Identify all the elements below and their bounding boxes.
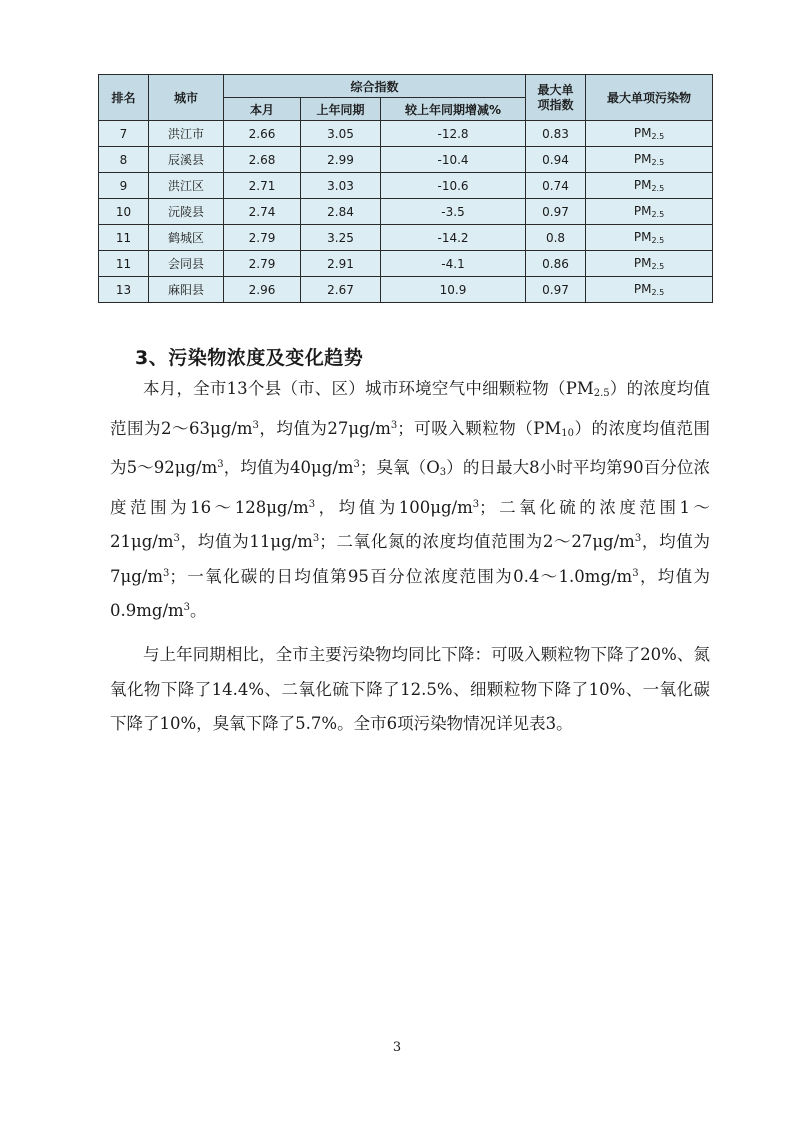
pollutant-subscript: 2.5	[651, 184, 665, 193]
cell-max-index: 0.83	[526, 121, 586, 147]
table-row	[99, 199, 713, 225]
cell-last-year: 2.67	[301, 277, 381, 303]
cell-change: -10.6	[381, 173, 526, 199]
p1-i: ，均值为100μg/m	[315, 497, 473, 517]
cell-change: -3.5	[381, 199, 526, 225]
cell-change: -10.4	[381, 147, 526, 173]
paragraph-comparison: 与上年同期相比，全市主要污染物均同比下降：可吸入颗粒物下降了20%、氮氧化物下降了14.4%、二氧化硫下降了12.5%、细颗粒物下降了10%、一氧化碳下降了10%，臭氧下降了5.7%。全市6项污染物情况详见表3。	[110, 645, 710, 733]
p1-k: ，均值为11μg/m	[179, 532, 313, 551]
pollutant-name: PM	[633, 256, 652, 270]
pollutant-name: PM	[633, 282, 652, 296]
p1-g-sub: 3	[439, 467, 447, 478]
page-number: 3	[392, 1040, 402, 1055]
p1-l: ；二氧化氮的浓度均值范围为2～27μg/m	[319, 532, 635, 551]
p1-c: ，均值为27μg/m	[258, 418, 391, 438]
p1-o: ，均值为0.9mg/m	[110, 566, 711, 620]
p1-a: 本月，全市13个县（市、区）城市环境空气中细颗粒物（PM	[143, 379, 594, 398]
header-max-single-index: 最大单项指数	[526, 75, 586, 121]
cell-city: 麻阳县	[149, 277, 224, 303]
cell-pollutant	[586, 225, 713, 251]
cell-this-month: 2.71	[224, 173, 301, 199]
cell-last-year: 3.25	[301, 225, 381, 251]
cell-this-month: 2.68	[224, 147, 301, 173]
table-row	[99, 173, 713, 199]
cell-city: 辰溪县	[149, 147, 224, 173]
cell-pollutant	[586, 277, 713, 303]
cell-last-year: 2.91	[301, 251, 381, 277]
cell-this-month: 2.74	[224, 199, 301, 225]
header-composite-index: 综合指数	[224, 75, 526, 98]
p1-b: ）的浓度均值范围为2～63μg/m	[110, 379, 710, 438]
ranking-table	[98, 74, 713, 303]
p1-j-sup: 3	[173, 533, 180, 544]
cell-pollutant	[586, 199, 713, 225]
cell-city: 会同县	[149, 251, 224, 277]
cell-pollutant	[586, 121, 713, 147]
p1-m-sup: 3	[163, 567, 170, 579]
pollutant-name: PM	[633, 230, 652, 244]
pollutant-subscript: 2.5	[651, 158, 665, 167]
cell-change: -4.1	[381, 251, 526, 277]
p1-n: ；一氧化碳的日均值第95百分位浓度范围为0.4～1.0mg/m	[169, 566, 633, 586]
header-city: 城市	[149, 75, 224, 121]
cell-this-month: 2.66	[224, 121, 301, 147]
cell-change: -12.8	[381, 121, 526, 147]
p1-l-sup: 3	[634, 533, 642, 544]
p1-m: ，均值为7μg/m	[110, 532, 711, 586]
table-row	[99, 225, 713, 251]
p1-b-sup: 3	[252, 419, 259, 431]
cell-last-year: 3.05	[301, 121, 381, 147]
pollutant-name: PM	[633, 204, 652, 218]
cell-max-index: 0.74	[526, 173, 586, 199]
p1-c-sup: 3	[390, 419, 398, 431]
header-max-single-pollutant: 最大单项污染物	[586, 75, 713, 121]
cell-max-index: 0.97	[526, 277, 586, 303]
header-rank: 排名	[99, 75, 149, 121]
table-row	[99, 121, 713, 147]
p1-f-sup: 3	[353, 459, 360, 470]
p1-d-sub: 10	[561, 427, 574, 439]
table-row	[99, 251, 713, 277]
cell-change: 10.9	[381, 277, 526, 303]
p1-o-sup: 3	[183, 602, 191, 613]
cell-max-index: 0.86	[526, 251, 586, 277]
pollutant-subscript: 2.5	[651, 288, 665, 297]
ranking-table-wrapper	[98, 74, 712, 303]
cell-change: -14.2	[381, 225, 526, 251]
cell-city: 洪江市	[149, 121, 224, 147]
cell-rank: 9	[99, 173, 149, 199]
p1-e: ）的浓度均值范围为5～92μg/m	[110, 418, 711, 477]
pollutant-name: PM	[633, 126, 652, 140]
cell-rank: 8	[99, 147, 149, 173]
cell-rank: 10	[99, 199, 149, 225]
cell-city: 沅陵县	[149, 199, 224, 225]
p1-h: ）的日最大8小时平均第90百分位浓度范围为16～128μg/m	[110, 458, 711, 517]
pollutant-subscript: 2.5	[651, 262, 665, 271]
header-last-year: 上年同期	[301, 98, 381, 121]
cell-max-index: 0.94	[526, 147, 586, 173]
cell-pollutant	[586, 173, 713, 199]
cell-city: 鹤城区	[149, 225, 224, 251]
p1-f: ，均值为40μg/m	[223, 458, 354, 477]
header-this-month: 本月	[224, 98, 301, 121]
cell-last-year: 3.03	[301, 173, 381, 199]
pollutant-subscript: 2.5	[651, 210, 665, 219]
cell-rank: 11	[99, 225, 149, 251]
p1-p: 。	[190, 601, 207, 620]
pollutant-subscript: 2.5	[651, 132, 665, 141]
pollutant-name: PM	[633, 152, 652, 166]
cell-rank: 13	[99, 277, 149, 303]
p1-a-sub: 2.5	[593, 388, 610, 399]
cell-pollutant	[586, 251, 713, 277]
p1-k-sup: 3	[312, 533, 320, 544]
p1-h-sup: 3	[308, 498, 316, 510]
section-heading: 3、污染物浓度及变化趋势	[135, 347, 364, 369]
cell-last-year: 2.84	[301, 199, 381, 225]
p1-d: ；可吸入颗粒物（PM	[397, 418, 562, 438]
p1-e-sup: 3	[217, 459, 224, 470]
cell-max-index: 0.97	[526, 199, 586, 225]
cell-last-year: 2.99	[301, 147, 381, 173]
table-row	[99, 147, 713, 173]
pollutant-name: PM	[633, 178, 652, 192]
cell-this-month: 2.79	[224, 225, 301, 251]
paragraph-concentration	[110, 372, 710, 629]
cell-city: 洪江区	[149, 173, 224, 199]
pollutant-subscript: 2.5	[651, 236, 665, 245]
header-change-pct: 较上年同期增减%	[381, 98, 526, 121]
p1-i-sup: 3	[472, 498, 480, 510]
p1-g: ；臭氧（O	[359, 458, 440, 477]
cell-this-month: 2.96	[224, 277, 301, 303]
cell-rank: 11	[99, 251, 149, 277]
cell-max-index: 0.8	[526, 225, 586, 251]
cell-pollutant	[586, 147, 713, 173]
table-row	[99, 277, 713, 303]
p1-n-sup: 3	[632, 567, 639, 579]
cell-this-month: 2.79	[224, 251, 301, 277]
p1-j: ；二氧化硫的浓度范围1～21μg/m	[110, 497, 711, 551]
cell-rank: 7	[99, 121, 149, 147]
